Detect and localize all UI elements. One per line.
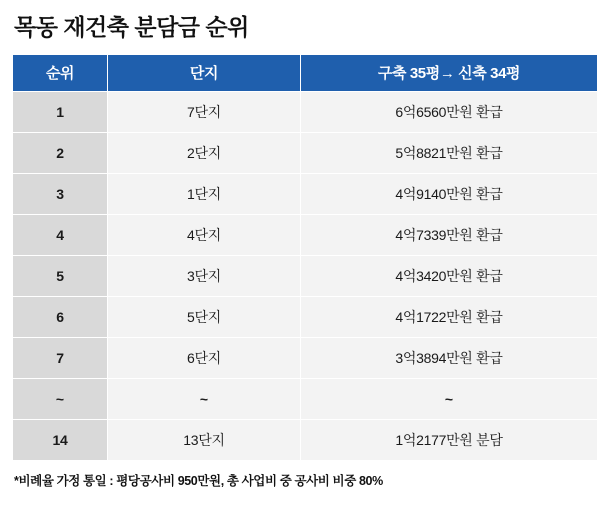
cell-amount: 5억8821만원 환급 bbox=[301, 132, 598, 173]
cell-rank: 7 bbox=[13, 337, 108, 378]
column-header-rank: 순위 bbox=[13, 54, 108, 91]
cell-complex: 2단지 bbox=[108, 132, 301, 173]
cell-complex: 3단지 bbox=[108, 255, 301, 296]
table-header bbox=[13, 54, 598, 91]
table-row bbox=[13, 91, 598, 132]
cell-amount: 4억9140만원 환급 bbox=[301, 173, 598, 214]
cell-rank: 3 bbox=[13, 173, 108, 214]
cell-rank: 1 bbox=[13, 91, 108, 132]
table-row-ellipsis bbox=[13, 378, 598, 419]
cell-amount: 4억1722만원 환급 bbox=[301, 296, 598, 337]
cell-complex: 5단지 bbox=[108, 296, 301, 337]
column-header-complex: 단지 bbox=[108, 54, 301, 91]
cell-complex: ~ bbox=[108, 378, 301, 419]
table-row bbox=[13, 419, 598, 460]
column-header-amount: 구축 35평→ 신축 34평 bbox=[301, 54, 598, 91]
cell-amount: 4억7339만원 환급 bbox=[301, 214, 598, 255]
cell-amount: 4억3420만원 환급 bbox=[301, 255, 598, 296]
table-row bbox=[13, 255, 598, 296]
page-title: 목동 재건축 분담금 순위 bbox=[14, 14, 249, 40]
cell-rank: ~ bbox=[13, 378, 108, 419]
cell-rank: 6 bbox=[13, 296, 108, 337]
cell-complex: 6단지 bbox=[108, 337, 301, 378]
table-body bbox=[13, 91, 598, 460]
cell-amount: 6억6560만원 환급 bbox=[301, 91, 598, 132]
cell-rank: 4 bbox=[13, 214, 108, 255]
table-header-row bbox=[13, 54, 598, 91]
rank-table bbox=[12, 54, 598, 461]
cell-complex: 13단지 bbox=[108, 419, 301, 460]
table-row bbox=[13, 173, 598, 214]
cell-amount: 3억3894만원 환급 bbox=[301, 337, 598, 378]
cell-complex: 7단지 bbox=[108, 91, 301, 132]
table-row bbox=[13, 214, 598, 255]
cell-amount: ~ bbox=[301, 378, 598, 419]
cell-rank: 5 bbox=[13, 255, 108, 296]
cell-complex: 4단지 bbox=[108, 214, 301, 255]
table-row bbox=[13, 132, 598, 173]
table-row bbox=[13, 337, 598, 378]
footnote: *비례율 가정 통일 : 평당공사비 950만원, 총 사업비 중 공사비 비중 80% bbox=[14, 473, 383, 488]
cell-amount: 1억2177만원 분담 bbox=[301, 419, 598, 460]
cell-complex: 1단지 bbox=[108, 173, 301, 214]
table-row bbox=[13, 296, 598, 337]
cell-rank: 14 bbox=[13, 419, 108, 460]
cell-rank: 2 bbox=[13, 132, 108, 173]
